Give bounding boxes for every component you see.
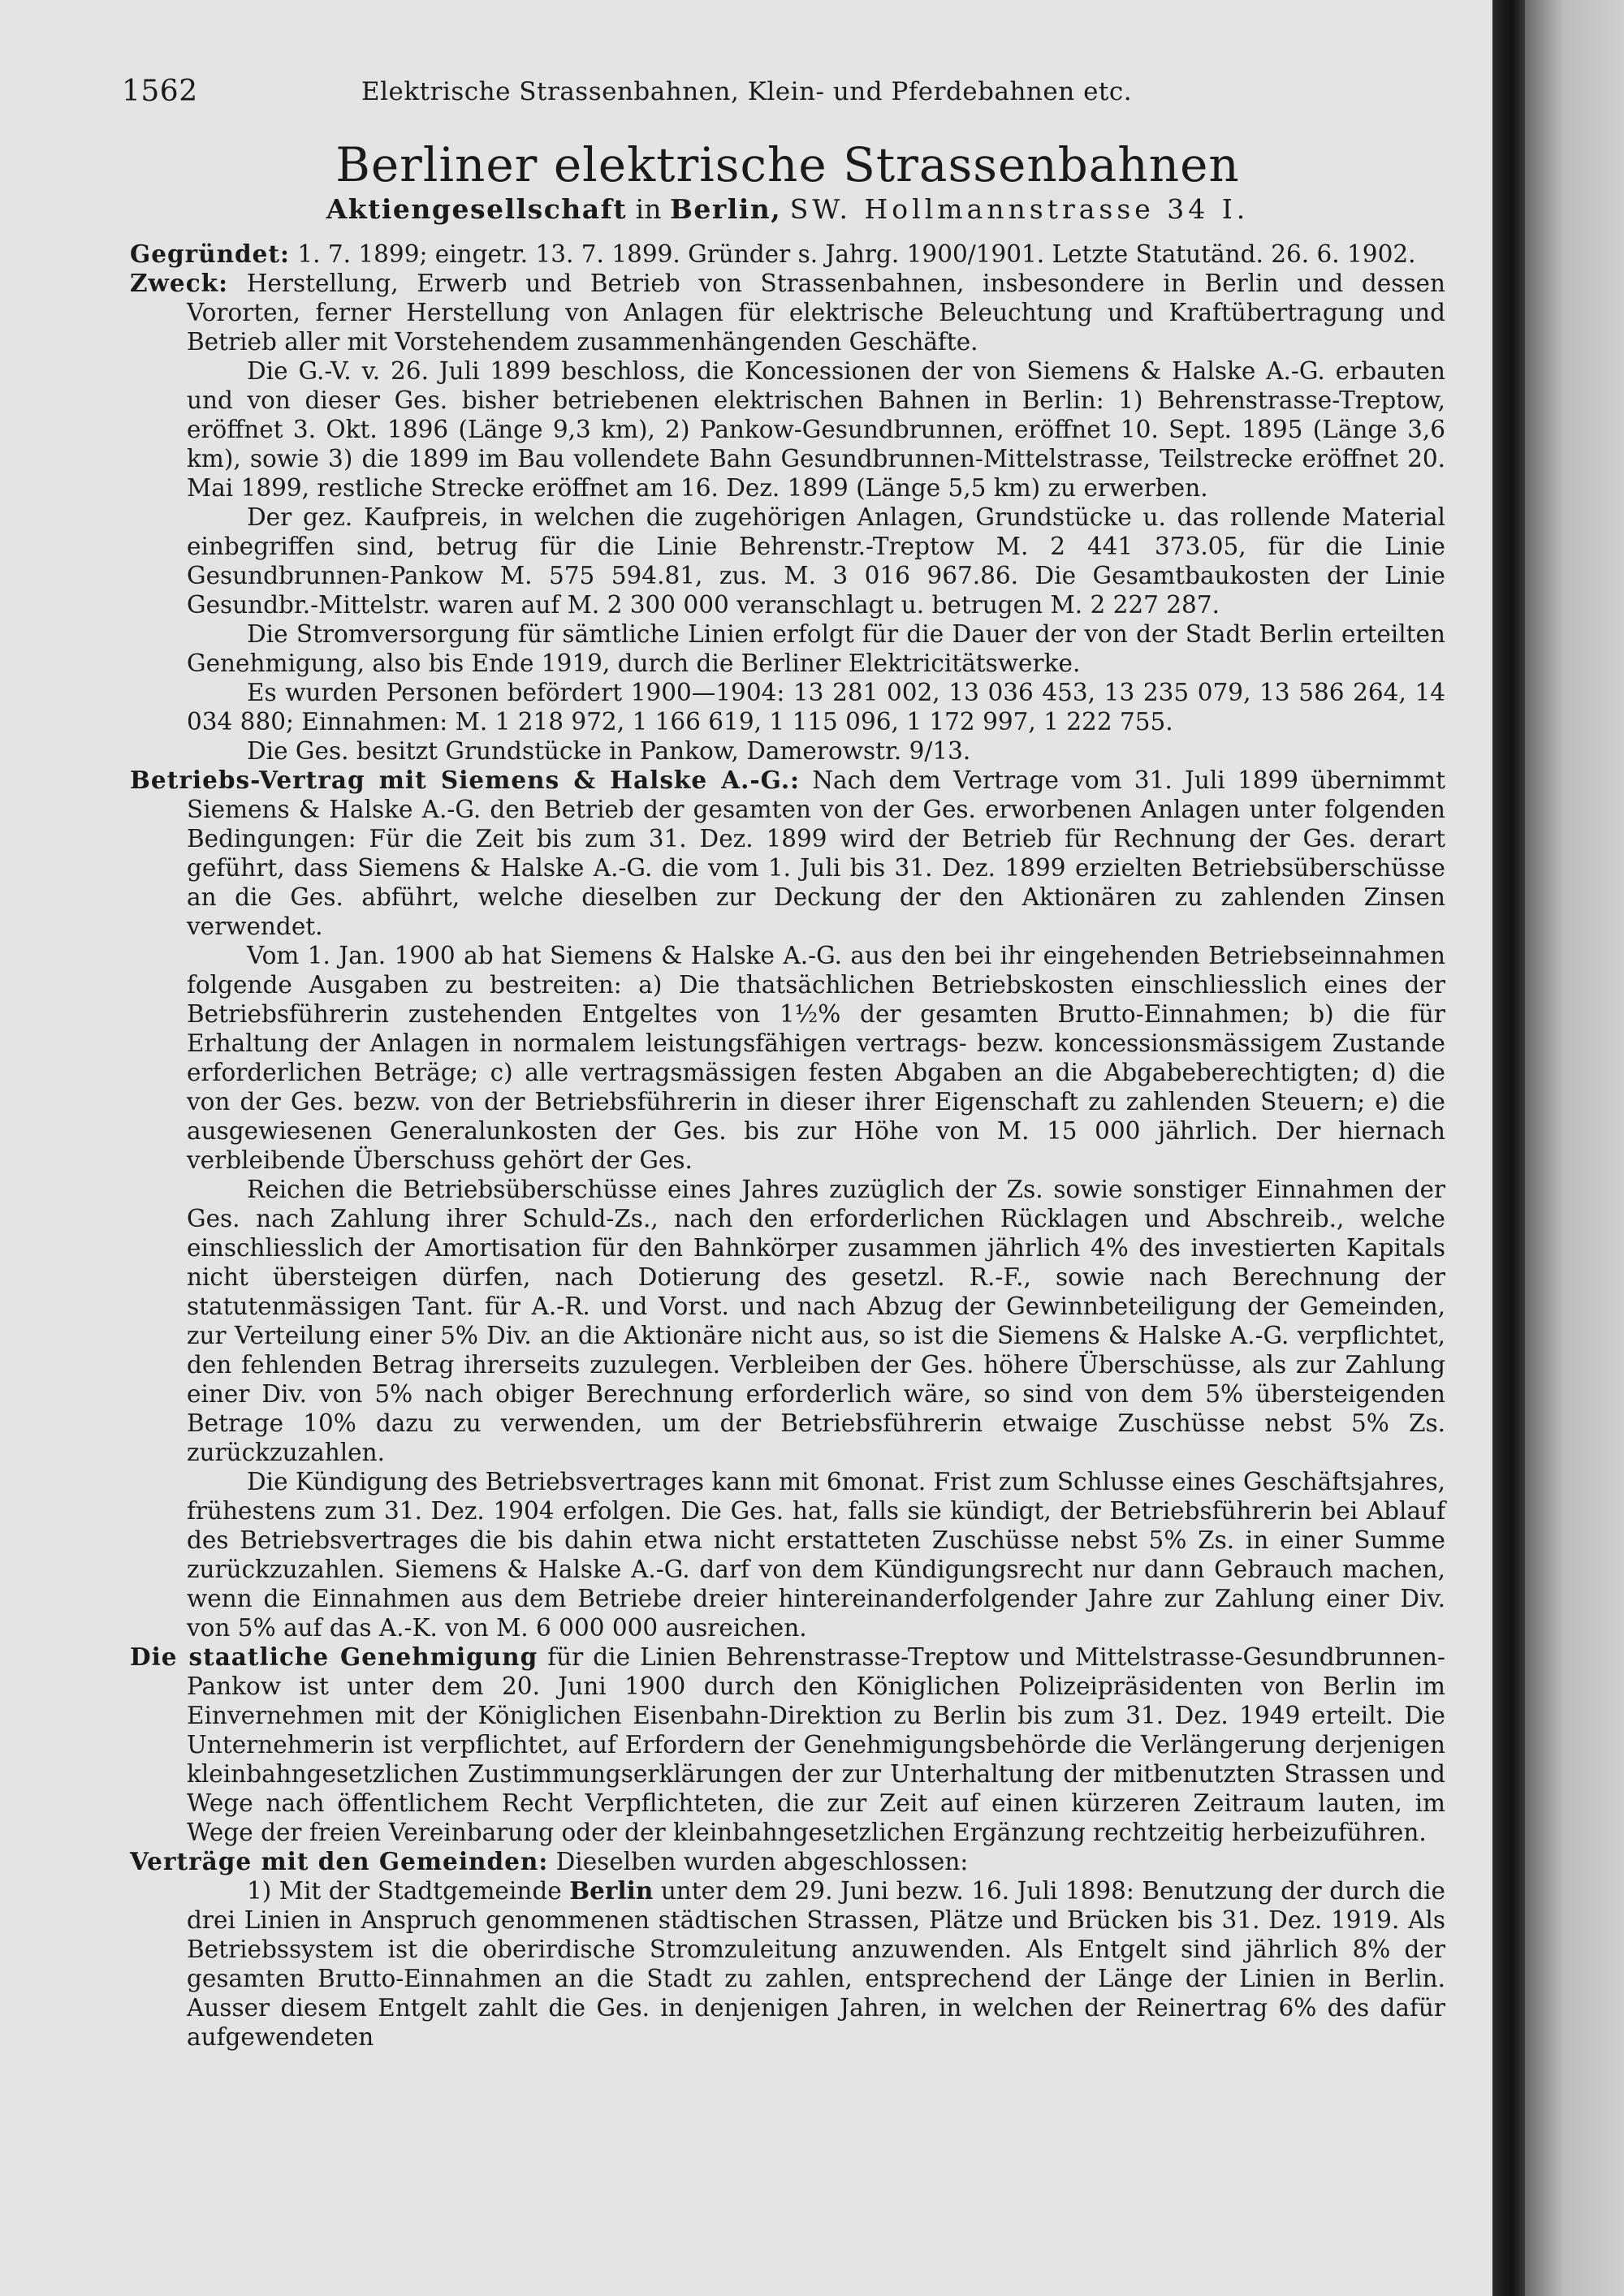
page-binding-shadow	[1492, 0, 1525, 2296]
paragraph: Es wurden Personen befördert 1900—1904: 13 281 002, 13 036 453, 13 235 079, 13 586 264, 14 034 880; Einnahmen: M. 1 218 972, 1 166 619, 1 115 096, 1 172 997, 1 222 755.	[187, 679, 1445, 736]
page-margin-edge	[1525, 0, 1624, 2296]
paragraph: Die G.-V. v. 26. Juli 1899 beschloss, die Koncessionen der von Siemens & Halske A.-G. erbauten und von dieser Ges. bisher betriebenen elektrischen Bahnen in Berlin: 1) Behrenstrasse-Treptow, eröffnet 3. Okt. 1896 (Länge 9,3 km), 2) Pankow-Gesundbrunnen, eröffnet 10. Sept. 1895 (Länge 3,6 km), sowie 3) die 1899 im Bau vollendete Bahn Gesundbrunnen-Mittelstrasse, Teilstrecke eröffnet 20. Mai 1899, restliche Strecke eröffnet am 16. Dez. 1899 (Länge 5,5 km) zu erwerben.	[187, 357, 1445, 502]
company-address: SW. Hollmannstrasse 34 I.	[789, 193, 1250, 225]
running-head: Elektrische Strassenbahnen, Klein- und Pferdebahnen etc.	[361, 77, 1133, 106]
city-name: Berlin	[569, 1876, 654, 1905]
section-label: Verträge mit den Gemeinden:	[130, 1847, 549, 1875]
company-city: Berlin,	[669, 193, 782, 225]
section-text: Herstellung, Erwerb und Betrieb von Strassenbahnen, insbesondere in Berlin und dessen Vororten, ferner Herstellung von Anlagen für elektrische Beleuchtung und Kraftübertragung und Betrieb aller mit Vorstehendem zusammenhängenden Geschäfte.	[187, 270, 1445, 356]
article-body	[130, 240, 1445, 2052]
paragraph: Vom 1. Jan. 1900 ab hat Siemens & Halske A.-G. aus den bei ihr eingehenden Betriebseinnahmen folgende Ausgaben zu bestreiten: a) Die thatsächlichen Betriebskosten einschliesslich eines der Betriebsführerin zustehenden Entgeltes von 1½% der gesamten Brutto-Einnahmen; b) die für Erhaltung der Anlagen in normalem leistungsfähigen vertrags- bezw. koncessionsmässigem Zustande erforderlichen Beträge; c) alle vertragsmässigen festen Abgaben an die Abgabeberechtigten; d) die von der Ges. bezw. von der Betriebsführerin in dieser ihrer Eigenschaft zu zahlenden Steuern; e) die ausgewiesenen Generalunkosten der Ges. bis zur Höhe von M. 15 000 jährlich. Der hiernach verbleibende Überschuss gehört der Ges.	[187, 942, 1445, 1174]
section-label: Die staatliche Genehmigung	[130, 1642, 538, 1671]
section-label: Betriebs-Vertrag mit Siemens & Halske A.-G.:	[130, 766, 800, 794]
paragraph-text: unter dem 29. Juni bezw. 16. Juli 1898: Benutzung der durch die drei Linien in Anspruch genommenen städtischen Strassen, Plätze und Brücken bis 31. Dez. 1919. Als Betriebssystem ist die oberirdische Stromzuleitung anzuwenden. Als Entgelt sind jährlich 8% der gesamten Brutto-Einnahmen an die Stadt zu zahlen, entsprechend der Länge der Linien in Berlin. Ausser diesem Entgelt zahlt die Ges. in denjenigen Jahren, in welchen der Reinertrag 6% des dafür aufgewendeten	[187, 1877, 1445, 2051]
paragraph	[130, 1876, 1445, 2052]
paragraph: Die Kündigung des Betriebsvertrages kann mit 6monat. Frist zum Schlusse eines Geschäftsjahres, frühestens zum 31. Dez. 1904 erfolgen. Die Ges. hat, falls sie kündigt, der Betriebsführerin bei Ablauf des Betriebsvertrages die bis dahin etwa nicht erstatteten Zuschüsse nebst 5% Zs. in einer Summe zurückzuzahlen. Siemens & Halske A.-G. darf von dem Kündigungsrecht nur dann Gebrauch machen, wenn die Einnahmen aus dem Betriebe dreier hintereinanderfolgender Jahre zur Zahlung einer Div. von 5% auf das A.-K. von M. 6 000 000 ausreichen.	[187, 1468, 1445, 1642]
section-text: Nach dem Vertrage vom 31. Juli 1899 übernimmt Siemens & Halske A.-G. den Betrieb der gesamten von der Ges. erworbenen Anlagen unter folgenden Bedingungen: Für die Zeit bis zum 31. Dez. 1899 wird der Betrieb für Rechnung der Ges. derart geführt, dass Siemens & Halske A.-G. die vom 1. Juli bis 31. Dez. 1899 erzielten Betriebsüberschüsse an die Ges. abführt, welche dieselben zur Deckung der den Aktionären zu zahlenden Zinsen verwendet.	[187, 766, 1445, 940]
article-subtitle	[122, 195, 1453, 224]
paragraph-text: 1) Mit der Stadtgemeinde	[247, 1877, 562, 1905]
page-header	[122, 75, 1453, 115]
article-title: Berliner elektrische Strassenbahnen	[335, 137, 1240, 192]
paragraph: Die Stromversorgung für sämtliche Linien erfolgt für die Dauer der von der Stadt Berlin erteilten Genehmigung, also bis Ende 1919, durch die Berliner Elektricitätswerke.	[187, 620, 1445, 677]
section-text: für die Linien Behrenstrasse-Treptow und Mittelstrasse-Gesundbrunnen-Pankow ist unter dem 20. Juni 1900 durch den Königlichen Polizeipräsidenten von Berlin im Einvernehmen mit der Königlichen Eisenbahn-Direktion zu Berlin bis zum 31. Dez. 1949 erteilt. Die Unternehmerin ist verpflichtet, auf Erfordern der Genehmigungsbehörde die Verlängerung derjenigen kleinbahngesetzlichen Zustimmungserklärungen der zur Unterhaltung der mitbenutzten Strassen und Wege nach öffentlichem Recht Verpflichteten, die zur Zeit auf einen kürzeren Zeitraum lauten, im Wege der freien Vereinbarung oder der kleinbahngesetzlichen Ergänzung rechtzeitig herbeizuführen.	[187, 1643, 1445, 1846]
company-type: Aktiengesellschaft	[326, 193, 628, 225]
paragraph: Der gez. Kaufpreis, in welchen die zugehörigen Anlagen, Grundstücke u. das rollende Material einbegriffen sind, betrug für die Linie Behrenstr.-Treptow M. 2 441 373.05, für die Linie Gesundbrunnen-Pankow M. 575 594.81, zus. M. 3 016 967.86. Die Gesamtbaukosten der Linie Gesundbr.-Mittelstr. waren auf M. 2 300 000 veranschlagt u. betrugen M. 2 227 287.	[187, 503, 1445, 619]
section-genehmigung	[130, 1642, 1445, 1847]
paragraph: Reichen die Betriebsüberschüsse eines Jahres zuzüglich der Zs. sowie sonstiger Einnahmen der Ges. nach Zahlung ihrer Schuld-Zs., nach den erforderlichen Rücklagen und Abschreib., welche einschliesslich der Amortisation für den Bahnkörper zusammen jährlich 4% des investierten Kapitals nicht übersteigen dürfen, nach Dotierung des gesetzl. R.-F., sowie nach Berechnung der statutenmässigen Tant. für A.-R. und Vorst. und nach Abzug der Gewinnbeteiligung der Gemeinden, zur Verteilung einer 5% Div. an die Aktionäre nicht aus, so ist die Siemens & Halske A.-G. verpflichtet, den fehlenden Betrag ihrerseits zuzulegen. Verbleiben der Ges. höhere Überschüsse, als zur Zahlung einer Div. von 5% nach obiger Berechnung erforderlich wäre, so sind von dem 5% übersteigenden Betrage 10% dazu zu verwenden, um der Betriebsführerin etwaige Zuschüsse nebst 5% Zs. zurückzuzahlen.	[187, 1176, 1445, 1466]
section-betriebsvertrag	[130, 766, 1445, 941]
page-number: 1562	[122, 75, 198, 108]
section-zweck	[130, 269, 1445, 356]
section-gegruendet	[130, 240, 1445, 269]
section-text: Dieselben wurden abgeschlossen:	[555, 1848, 969, 1875]
section-label: Gegründet:	[130, 240, 290, 268]
section-text: 1. 7. 1899; eingetr. 13. 7. 1899. Gründer s. Jahrg. 1900/1901. Letzte Statutänd. 26. 6. 1902.	[297, 240, 1416, 268]
section-label: Zweck:	[130, 269, 228, 297]
subtitle-in: in	[635, 193, 662, 225]
paragraph: Die Ges. besitzt Grundstücke in Pankow, Damerowstr. 9/13.	[247, 737, 971, 765]
section-vertraege	[130, 1847, 1445, 1876]
